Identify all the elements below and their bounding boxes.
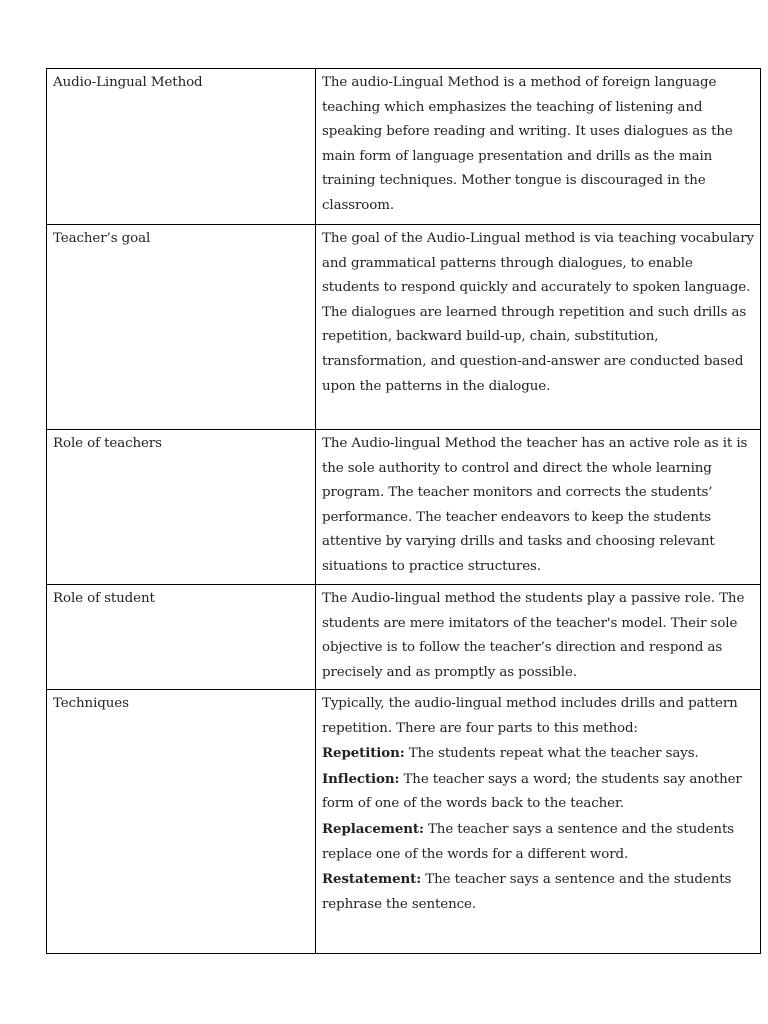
description-cell: The audio-Lingual Method is a method of foreign language teaching which emphasizes the teaching of listening and speaking before reading and writing. It uses dialogues as the main form of language presentation and drills as the main training techniques. Mother tongue is discouraged in the classroom. [316, 69, 761, 225]
table-row [47, 69, 761, 225]
technique-item-inflection [322, 767, 754, 817]
term-cell: Teacher’s goal [47, 225, 316, 430]
description-cell: The Audio-lingual method the students play a passive role. The students are mere imitators of the teacher's model. Their sole objective is to follow the teacher’s direction and respond as precisely and as promptly as possible. [316, 585, 761, 690]
table-row [47, 430, 761, 585]
technique-label: Restatement: [322, 871, 422, 888]
term-cell: Audio-Lingual Method [47, 69, 316, 225]
techniques-description-cell [316, 690, 761, 954]
technique-text: The students repeat what the teacher says. [404, 746, 699, 762]
technique-item-replacement [322, 817, 754, 867]
description-cell: The goal of the Audio-Lingual method is via teaching vocabulary and grammatical patterns through dialogues, to enable students to respond quickly and accurately to spoken language. The dialogues are learned through repetition and such drills as repetition, backward build-up, chain, substitution, transformation, and question-and-answer are conducted based upon the patterns in the dialogue. [316, 225, 761, 430]
table-row [47, 225, 761, 430]
technique-label: Inflection: [322, 770, 400, 787]
technique-label: Replacement: [322, 820, 424, 837]
term-cell: Techniques [47, 690, 316, 954]
technique-text: The teacher says a sentence and the students replace one of the words for a different word. [322, 821, 734, 862]
term-cell: Role of teachers [47, 430, 316, 585]
methods-table [46, 68, 761, 954]
techniques-intro: Typically, the audio-lingual method includes drills and pattern repetition. There are four parts to this method: [322, 696, 738, 736]
table-row [47, 690, 761, 954]
technique-item-restatement [322, 867, 754, 917]
technique-item-repetition [322, 741, 754, 767]
term-cell: Role of student [47, 585, 316, 690]
description-cell: The Audio-lingual Method the teacher has an active role as it is the sole authority to control and direct the whole learning program. The teacher monitors and corrects the students’ performance. The teacher endeavors to keep the students attentive by varying drills and tasks and choosing relevant situations to practice structures. [316, 430, 761, 585]
technique-label: Repetition: [322, 745, 405, 762]
technique-text: The teacher says a word; the students say another form of one of the words back to the teacher. [322, 771, 742, 812]
technique-text: The teacher says a sentence and the students rephrase the sentence. [322, 872, 732, 912]
table-row [47, 585, 761, 690]
